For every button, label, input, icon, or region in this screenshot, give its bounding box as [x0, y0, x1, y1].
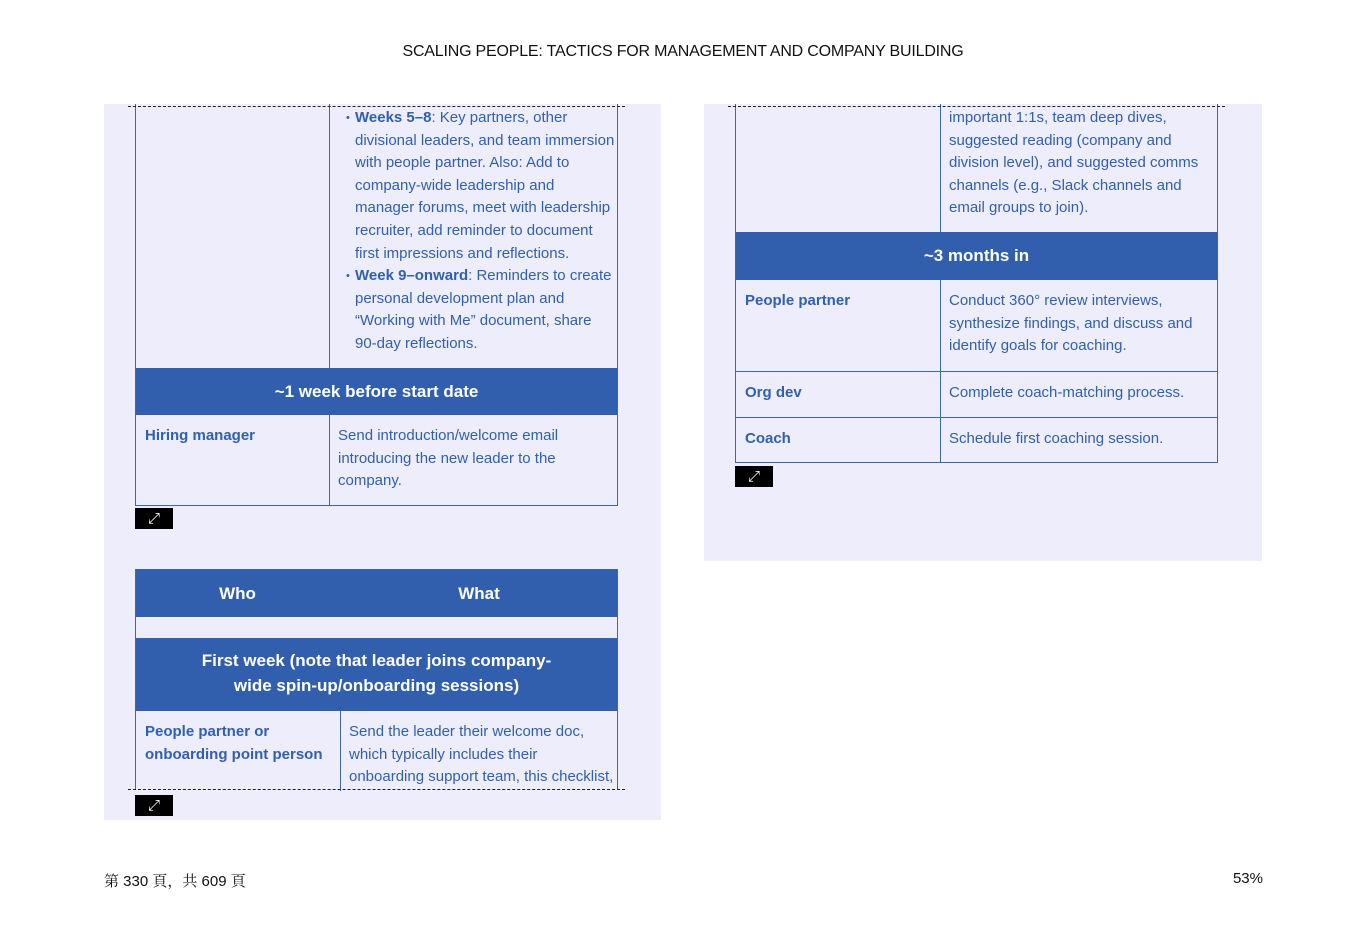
what-cell: Conduct 360° review interviews, synthesize findings, and discuss and identify goals for coaching.	[949, 292, 1193, 355]
onboarding-table-continued	[735, 104, 1218, 463]
expand-table-button[interactable]	[135, 508, 173, 529]
zoom-level[interactable]: 53%	[1232, 870, 1263, 887]
expand-table-button[interactable]	[735, 466, 773, 487]
column-header-what: What	[458, 584, 500, 603]
onboarding-table-continued	[135, 104, 618, 506]
what-cell: Schedule first coaching session.	[949, 430, 1164, 447]
column-header-who: Who	[219, 584, 256, 603]
expand-arrows-icon: ⤢	[147, 797, 160, 814]
page-break-line	[128, 789, 625, 790]
section-band: ~3 months in	[736, 232, 1217, 280]
bullet-item: • Weeks 5–8: Key partners, other divisional leaders, and team immersion with people partner. Also: Add to company-wide leadership and manager forums, meet with leadership recruiter, add reminder to document first impressions and reflections.	[355, 107, 615, 265]
who-cell: Org dev	[745, 384, 802, 401]
right-page	[704, 104, 1262, 561]
what-cell: Send introduction/welcome email introducing the new leader to the company.	[338, 427, 559, 490]
running-header: SCALING PEOPLE: TACTICS FOR MANAGEMENT AND COMPANY BUILDING	[402, 43, 964, 60]
what-cell-bullets	[355, 107, 615, 356]
left-page	[104, 104, 661, 820]
expand-table-button[interactable]	[135, 795, 173, 816]
expand-arrows-icon: ⤢	[147, 510, 160, 527]
section-band: First week (note that leader joins company-wide spin-up/onboarding sessions)	[136, 638, 617, 711]
page-indicator: 第 330 頁，共 609 頁	[104, 873, 246, 890]
page-break-line	[728, 106, 1225, 107]
page-break-line	[128, 106, 625, 107]
what-cell: important 1:1s, team deep dives, suggested reading (company and division level), and suggested comms channels (e.g., Slack channels and email groups to join).	[949, 109, 1199, 217]
table-header-row	[136, 570, 617, 617]
bullet-item: • Week 9–onward: Reminders to create personal development plan and “Working with Me” document, share 90-day reflections.	[355, 265, 615, 355]
section-band: ~1 week before start date	[136, 368, 617, 415]
who-cell: Coach	[745, 430, 791, 447]
who-cell: People partner	[745, 292, 851, 309]
onboarding-table	[135, 569, 618, 790]
who-cell: Hiring manager	[145, 427, 256, 444]
expand-arrows-icon: ⤢	[747, 468, 760, 485]
who-cell: People partner or onboarding point person	[145, 723, 323, 763]
what-cell: Complete coach-matching process.	[949, 384, 1185, 401]
what-cell: Send the leader their welcome doc, which typically includes their onboarding support team, this checklist,	[349, 723, 614, 786]
